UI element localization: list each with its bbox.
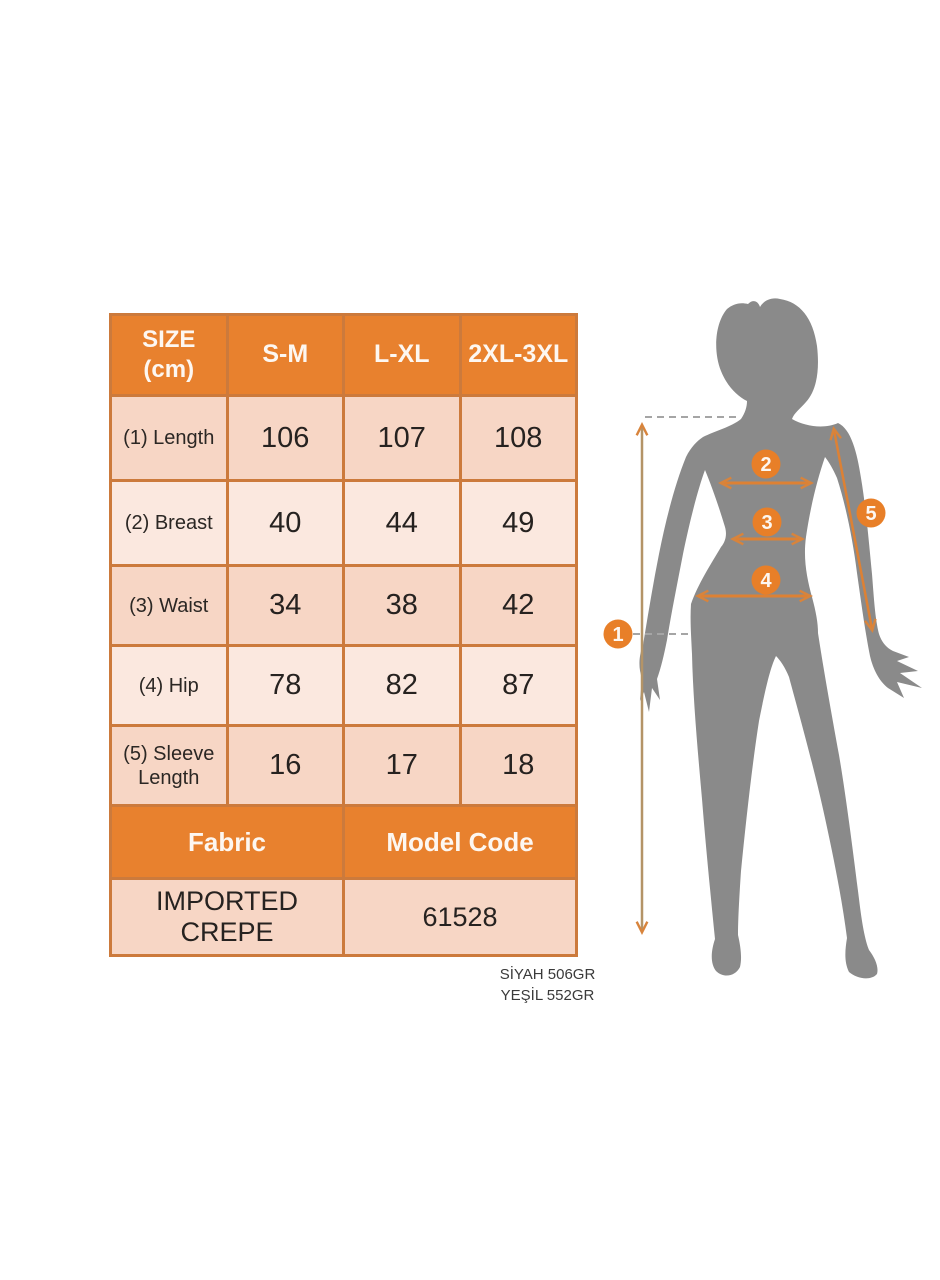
marker-5-badge [857, 499, 886, 528]
cell-waist-lxl: 38 [345, 567, 459, 644]
cell-length-2xl3xl: 108 [462, 397, 576, 479]
model-code-value: 61528 [345, 880, 575, 954]
cell-hip-lxl: 82 [345, 647, 459, 724]
col-header-sm: S-M [229, 316, 343, 394]
cell-waist-sm: 34 [229, 567, 343, 644]
marker-2-badge [752, 450, 781, 479]
cell-breast-2xl3xl: 49 [462, 482, 576, 564]
note-siyah: SİYAH 506GR [499, 966, 596, 983]
cell-sleeve-lxl: 17 [345, 727, 459, 804]
row-label-hip: (4) Hip [112, 647, 226, 724]
cell-length-lxl: 107 [345, 397, 459, 479]
marker-3-badge [753, 508, 782, 537]
marker-3-number: 3 [761, 512, 773, 534]
marker-4-badge [752, 566, 781, 595]
marker-4-number: 4 [760, 570, 772, 592]
model-code-header: Model Code [345, 807, 575, 877]
cell-length-sm: 106 [229, 397, 343, 479]
marker-5-number: 5 [865, 503, 877, 525]
marker-1-number: 1 [612, 624, 624, 646]
cell-sleeve-2xl3xl: 18 [462, 727, 576, 804]
cell-breast-lxl: 44 [345, 482, 459, 564]
size-unit-header [112, 316, 226, 394]
fabric-header: Fabric [112, 807, 342, 877]
size-unit-line1: SIZE [142, 326, 196, 353]
size-unit-line2: (cm) [143, 356, 195, 383]
measurement-figure [590, 280, 940, 990]
cell-waist-2xl3xl: 42 [462, 567, 576, 644]
fabric-value: IMPORTED CREPE [112, 880, 342, 954]
cell-hip-2xl3xl: 87 [462, 647, 576, 724]
marker-1-badge [604, 620, 633, 649]
cell-sleeve-sm: 16 [229, 727, 343, 804]
woman-silhouette [639, 298, 922, 978]
cell-hip-sm: 78 [229, 647, 343, 724]
col-header-2xl3xl: 2XL-3XL [462, 316, 576, 394]
col-header-lxl: L-XL [345, 316, 459, 394]
marker-2-number: 2 [760, 454, 772, 476]
note-yesil: YEŞİL 552GR [500, 987, 595, 1004]
cell-breast-sm: 40 [229, 482, 343, 564]
row-label-breast: (2) Breast [112, 482, 226, 564]
row-label-sleeve: (5) Sleeve Length [112, 727, 226, 804]
row-label-waist: (3) Waist [112, 567, 226, 644]
size-table [109, 313, 578, 957]
row-label-length: (1) Length [112, 397, 226, 479]
